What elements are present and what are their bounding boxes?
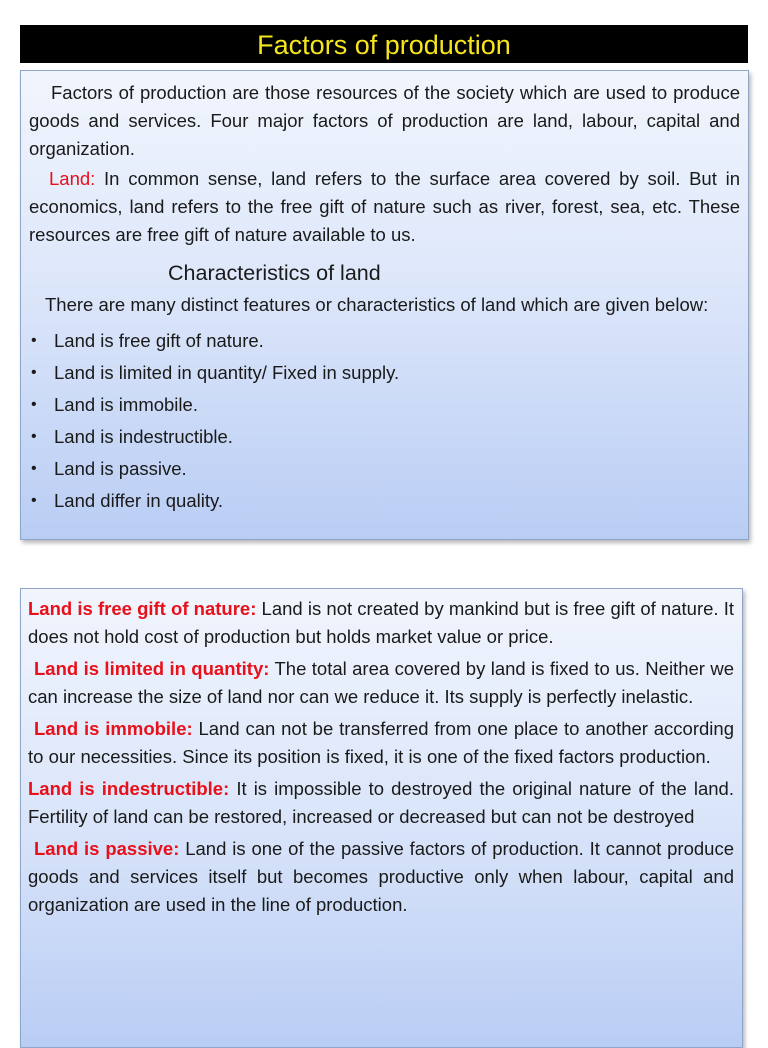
bullet-icon: • xyxy=(31,332,37,349)
list-item xyxy=(29,389,740,421)
overview-box xyxy=(20,70,749,540)
list-item-text: Land differ in quality. xyxy=(54,490,224,511)
list-item-text: Land is immobile. xyxy=(54,394,198,415)
list-item xyxy=(29,485,740,517)
characteristics-intro: There are many distinct features or characteristics of land which are given below: xyxy=(45,294,709,315)
characteristics-heading: Characteristics of land xyxy=(168,261,381,285)
land-definition xyxy=(29,165,740,249)
detail-label: Land is passive: xyxy=(34,838,180,859)
list-item xyxy=(29,325,740,357)
detail-label: Land is indestructible: xyxy=(28,778,230,799)
land-label: Land: xyxy=(49,168,96,189)
detail-immobile xyxy=(28,715,734,771)
detail-text: Land is one of the passive factors of production. It cannot produce goods and services itself but becomes productive only when labour, capital and organization are used in the line of production. xyxy=(28,838,734,915)
details-box xyxy=(20,588,743,1048)
bullet-icon: • xyxy=(31,396,37,413)
detail-limited xyxy=(28,655,734,711)
detail-passive xyxy=(28,835,734,919)
list-item-text: Land is free gift of nature. xyxy=(54,330,264,351)
bullet-icon: • xyxy=(31,428,37,445)
list-item-text: Land is limited in quantity/ Fixed in supply. xyxy=(54,362,400,383)
detail-text: The total area covered by land is fixed to us. Neither we can increase the size of land nor can we reduce it. Its supply is perfectly inelastic. xyxy=(28,658,734,707)
bullet-icon: • xyxy=(31,492,37,509)
bullet-icon: • xyxy=(31,364,37,381)
bullet-icon: • xyxy=(31,460,37,477)
characteristics-list xyxy=(29,325,740,517)
list-item xyxy=(29,421,740,453)
land-definition-text: In common sense, land refers to the surface area covered by soil. But in economics, land refers to the free gift of nature such as river, forest, sea, etc. These resources are free gift of nature available to us. xyxy=(29,168,740,245)
list-item-text: Land is indestructible. xyxy=(54,426,233,447)
detail-text: It is impossible to destroyed the original nature of the land. Fertility of land can be restored, increased or decreased but can not be destroyed xyxy=(28,778,734,827)
detail-indestructible xyxy=(28,775,734,831)
page-title: Factors of production xyxy=(20,25,748,63)
list-item xyxy=(29,453,740,485)
detail-label: Land is free gift of nature: xyxy=(28,598,257,619)
detail-text: Land can not be transferred from one place to another according to our necessities. Since its position is fixed, it is one of the fixed factors production. xyxy=(28,718,734,767)
detail-label: Land is limited in quantity: xyxy=(34,658,270,679)
detail-free-gift xyxy=(28,595,734,651)
detail-text: Land is not created by mankind but is free gift of nature. It does not hold cost of production but holds market value or price. xyxy=(28,598,734,647)
intro-paragraph: Factors of production are those resources of the society which are used to produce goods and services. Four major factors of production are land, labour, capital and organization. xyxy=(29,82,740,159)
list-item-text: Land is passive. xyxy=(54,458,187,479)
list-item xyxy=(29,357,740,389)
detail-label: Land is immobile: xyxy=(34,718,193,739)
